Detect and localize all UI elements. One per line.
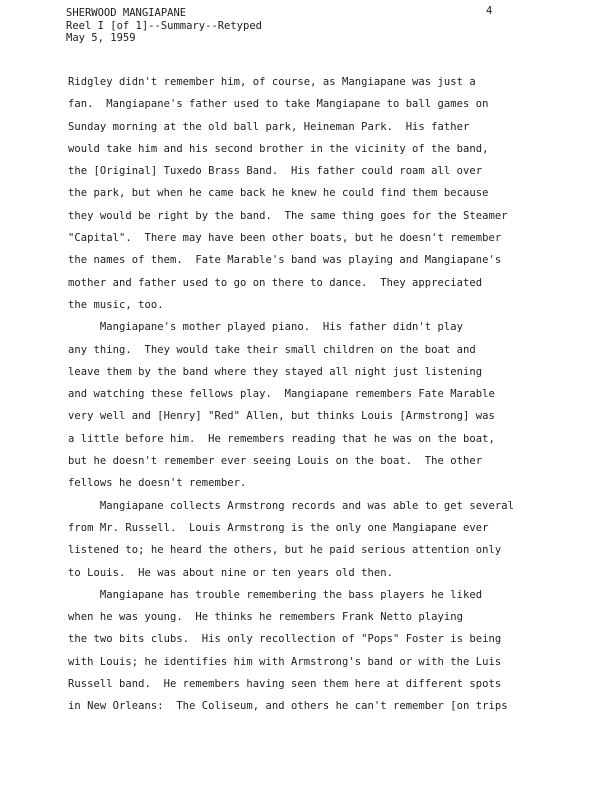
text-line: they would be right by the band. The same thing goes for the Steamer (68, 209, 508, 222)
text-line: any thing. They would take their small children on the boat and (68, 343, 476, 356)
text-line: and watching these fellows play. Mangiapane remembers Fate Marable (68, 388, 495, 401)
text-line: would take him and his second brother in the vicinity of the band, (68, 142, 489, 155)
text-line: Mangiapane's mother played piano. His father didn't play (68, 321, 464, 334)
text-line: Sunday morning at the old ball park, Heineman Park. His father (68, 120, 470, 133)
text-line: but he doesn't remember ever seeing Louis on the boat. The other (68, 455, 483, 468)
text-line: Mangiapane has trouble remembering the bass players he liked (68, 588, 483, 601)
text-line: mother and father used to go on there to dance. They appreciated (68, 276, 483, 289)
text-line: the park, but when he came back he knew he could find them because (68, 187, 489, 200)
header-name: SHERWOOD MANGIAPANE (66, 7, 187, 19)
text-line: to Louis. He was about nine or ten years old then. (68, 566, 393, 579)
text-line: Russell band. He remembers having seen them here at different spots (68, 678, 502, 691)
transcript-body (68, 71, 598, 718)
text-line: the names of them. Fate Marable's band was playing and Mangiapane's (68, 254, 502, 267)
header-reel: Reel I [of 1]--Summary--Retyped (66, 19, 262, 32)
header-date: May 5, 1959 (66, 32, 136, 44)
text-line: a little before him. He remembers reading that he was on the boat, (68, 432, 495, 445)
text-line: fellows he doesn't remember. (68, 477, 247, 490)
text-line: very well and [Henry] "Red" Allen, but thinks Louis [Armstrong] was (68, 410, 495, 423)
text-line: Ridgley didn't remember him, of course, as Mangiapane was just a (68, 76, 476, 88)
text-line: in New Orleans: The Coliseum, and others he can't remember [on trips (68, 700, 508, 713)
text-line: the [Original] Tuxedo Brass Band. His father could roam all over (68, 165, 483, 178)
text-line: leave them by the band where they stayed all night just listening (68, 365, 483, 378)
text-line: with Louis; he identifies him with Armstrong's band or with the Luis (68, 655, 502, 668)
text-line: the two bits clubs. His only recollection of "Pops" Foster is being (68, 633, 502, 646)
text-line: fan. Mangiapane's father used to take Mangiapane to ball games on (68, 98, 489, 111)
text-line: listened to; he heard the others, but he paid serious attention only (68, 544, 502, 557)
text-line: the music, too. (68, 298, 164, 311)
text-line: Mangiapane collects Armstrong records and was able to get several (68, 499, 515, 512)
document-header (66, 7, 262, 45)
text-line: when he was young. He thinks he remembers Frank Netto playing (68, 611, 464, 624)
page-number: 4 (486, 5, 493, 17)
text-line: "Capital". There may have been other boats, but he doesn't remember (68, 232, 502, 245)
text-line: from Mr. Russell. Louis Armstrong is the only one Mangiapane ever (68, 521, 489, 534)
